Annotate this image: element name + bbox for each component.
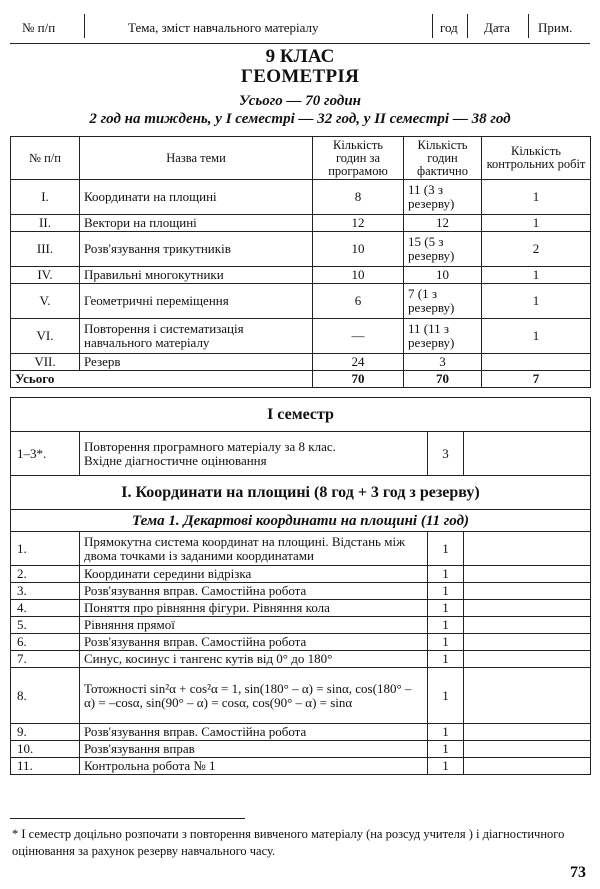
lesson-hours: 1 — [428, 651, 464, 668]
lesson-number: 4. — [11, 600, 80, 617]
test-count: 1 — [482, 180, 591, 215]
lesson-date-cell — [464, 758, 591, 775]
lesson-number: 10. — [11, 741, 80, 758]
header-col-hours: год — [440, 20, 458, 35]
lesson-topic-line: Вхідне діагностичне оцінювання — [84, 452, 267, 468]
total-planned: 70 — [313, 371, 404, 388]
lesson-date-cell — [464, 583, 591, 600]
lesson-date-cell — [464, 600, 591, 617]
lesson-hours: 1 — [428, 600, 464, 617]
table-row — [11, 651, 591, 668]
weekly-hours: 2 год на тиждень, у І семестрі — 32 год, у ІІ семестрі — 38 год — [89, 111, 511, 127]
test-count: 1 — [482, 319, 591, 354]
row-number: IV. — [11, 267, 80, 284]
header-divider — [467, 14, 468, 38]
test-count: 1 — [482, 284, 591, 319]
semester-row — [11, 398, 591, 432]
summary-header-cell: Назва теми — [80, 137, 313, 180]
lesson-topic: Розв'язування вправ. Самостійна робота — [80, 724, 428, 741]
planned-hours: — — [313, 319, 404, 354]
summary-header-cell: Кількість контрольних робіт — [482, 137, 591, 180]
summary-header-row — [11, 137, 591, 180]
table-row — [11, 600, 591, 617]
total-hours: Усього — 70 годин — [239, 93, 361, 109]
lesson-topic: Контрольна робота № 1 — [80, 758, 428, 775]
lesson-topic: Тотожності sin²α + cos²α = 1, sin(180° – α) = sinα, cos(180° – α) = –cosα, sin(90° – α) = cosα, cos(90° – α) = sinα — [80, 668, 428, 724]
summary-header-cell: № п/п — [11, 137, 80, 180]
lesson-hours: 1 — [428, 634, 464, 651]
section-title: І. Координати на площині (8 год + 3 год з резерву) — [11, 476, 591, 510]
header-col-number: № п/п — [22, 20, 56, 35]
row-number: ІІ. — [11, 215, 80, 232]
lesson-topic — [80, 432, 428, 476]
actual-hours: 15 (5 з резерву) — [404, 232, 482, 267]
actual-hours: 3 — [404, 354, 482, 371]
table-row — [11, 617, 591, 634]
lesson-date-cell — [464, 432, 591, 476]
total-tests: 7 — [482, 371, 591, 388]
table-row — [11, 432, 591, 476]
lesson-number: 1–3*. — [11, 432, 80, 476]
table-row — [11, 566, 591, 583]
lesson-hours: 1 — [428, 617, 464, 634]
lesson-topic: Розв'язування вправ — [80, 741, 428, 758]
lesson-hours: 1 — [428, 566, 464, 583]
lesson-hours: 1 — [428, 741, 464, 758]
actual-hours: 10 — [404, 267, 482, 284]
topic-name: Координати на площині — [80, 180, 313, 215]
row-number: І. — [11, 180, 80, 215]
header-rule — [10, 43, 590, 44]
planned-hours: 6 — [313, 284, 404, 319]
topic-title: Тема 1. Декартові координати на площині (11 год) — [11, 510, 591, 532]
lesson-number: 11. — [11, 758, 80, 775]
header-divider — [84, 14, 85, 38]
lesson-date-cell — [464, 532, 591, 566]
topic-row — [11, 510, 591, 532]
lesson-hours: 1 — [428, 668, 464, 724]
table-row — [11, 741, 591, 758]
subject-title: ГЕОМЕТРІЯ — [240, 66, 360, 87]
summary-table — [10, 136, 591, 388]
table-row — [11, 284, 591, 319]
lesson-date-cell — [464, 617, 591, 634]
lesson-date-cell — [464, 634, 591, 651]
planned-hours: 10 — [313, 267, 404, 284]
topic-name: Геометричні переміщення — [80, 284, 313, 319]
table-row — [11, 354, 591, 371]
lesson-number: 7. — [11, 651, 80, 668]
test-count — [482, 354, 591, 371]
lesson-hours: 1 — [428, 583, 464, 600]
table-row — [11, 724, 591, 741]
lesson-topic-line: Повторення програмного матеріалу за 8 клас. — [84, 438, 336, 454]
lesson-date-cell — [464, 651, 591, 668]
lesson-date-cell — [464, 741, 591, 758]
row-number: VI. — [11, 319, 80, 354]
lesson-hours: 1 — [428, 724, 464, 741]
header-col-topic: Тема, зміст навчального матеріалу — [128, 20, 319, 35]
lesson-date-cell — [464, 724, 591, 741]
lesson-date-cell — [464, 668, 591, 724]
planned-hours: 8 — [313, 180, 404, 215]
lesson-number: 6. — [11, 634, 80, 651]
lesson-number: 1. — [11, 532, 80, 566]
topic-name: Повторення і систематизація навчального матеріалу — [80, 319, 313, 354]
lesson-topic: Розв'язування вправ. Самостійна робота — [80, 634, 428, 651]
table-row — [11, 583, 591, 600]
semester-title: І семестр — [11, 398, 591, 432]
planned-hours: 24 — [313, 354, 404, 371]
footnote-rule — [10, 818, 245, 819]
lesson-topic: Прямокутна система координат на площині. Відстань між двома точками із заданими координатами — [80, 532, 428, 566]
lesson-hours: 1 — [428, 532, 464, 566]
test-count: 1 — [482, 267, 591, 284]
planned-hours: 10 — [313, 232, 404, 267]
table-row — [11, 232, 591, 267]
header-divider — [432, 14, 433, 38]
actual-hours: 11 (3 з резерву) — [404, 180, 482, 215]
topic-name: Вектори на площині — [80, 215, 313, 232]
planned-hours: 12 — [313, 215, 404, 232]
table-row — [11, 758, 591, 775]
table-row — [11, 634, 591, 651]
lesson-plan-table — [10, 397, 591, 775]
lesson-number: 3. — [11, 583, 80, 600]
summary-header-cell: Кількість годин за програмою — [313, 137, 404, 180]
row-number: VII. — [11, 354, 80, 371]
topic-name: Розв'язування трикутників — [80, 232, 313, 267]
lesson-topic: Рівняння прямої — [80, 617, 428, 634]
total-actual: 70 — [404, 371, 482, 388]
lesson-topic: Координати середини відрізка — [80, 566, 428, 583]
row-number: V. — [11, 284, 80, 319]
table-row — [11, 180, 591, 215]
lesson-number: 5. — [11, 617, 80, 634]
lesson-number: 9. — [11, 724, 80, 741]
page-number: 73 — [570, 864, 586, 881]
total-label: Усього — [11, 371, 313, 388]
lesson-number: 8. — [11, 668, 80, 724]
table-row — [11, 267, 591, 284]
section-row — [11, 476, 591, 510]
lesson-topic: Синус, косинус і тангенс кутів від 0° до 180° — [80, 651, 428, 668]
total-row — [11, 371, 591, 388]
lesson-hours: 1 — [428, 758, 464, 775]
table-row — [11, 668, 591, 724]
lesson-number: 2. — [11, 566, 80, 583]
header-col-note: Прим. — [538, 20, 573, 35]
topic-name: Правильні многокутники — [80, 267, 313, 284]
summary-header-cell: Кількість годин фактично — [404, 137, 482, 180]
header-col-date: Дата — [484, 20, 510, 35]
lesson-date-cell — [464, 566, 591, 583]
test-count: 1 — [482, 215, 591, 232]
table-row — [11, 532, 591, 566]
header-divider — [528, 14, 529, 38]
test-count: 2 — [482, 232, 591, 267]
actual-hours: 7 (1 з резерву) — [404, 284, 482, 319]
lesson-topic: Розв'язування вправ. Самостійна робота — [80, 583, 428, 600]
topic-name: Резерв — [80, 354, 313, 371]
table-row — [11, 319, 591, 354]
actual-hours: 11 (11 з резерву) — [404, 319, 482, 354]
footnote: * І семестр доцільно розпочати з повторення вивченого матеріалу (на розсуд учителя ) і діагностичного оцінювання за рахунок резерву навчального часу. — [12, 827, 565, 858]
lesson-hours: 3 — [428, 432, 464, 476]
actual-hours: 12 — [404, 215, 482, 232]
grade-title: 9 КЛАС — [265, 46, 335, 67]
row-number: ІІІ. — [11, 232, 80, 267]
table-row — [11, 215, 591, 232]
lesson-topic: Поняття про рівняння фігури. Рівняння кола — [80, 600, 428, 617]
